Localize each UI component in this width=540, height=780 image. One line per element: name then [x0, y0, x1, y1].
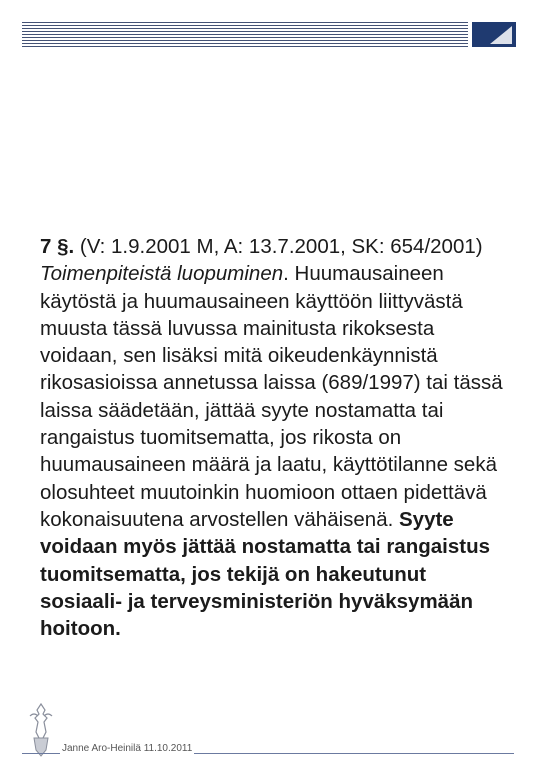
section-meta: (V: 1.9.2001 M, A: 13.7.2001, SK: 654/2001): [74, 235, 483, 258]
paragraph-regular-text: Huumausaineen käytöstä ja huumausaineen käyttöön liittyvästä muusta tässä luvussa mainitusta rikoksesta voidaan, sen lisäksi mitä oikeudenkäynnistä rikosasioissa annetussa laissa (689/1997) tai tässä laissa säädetään, jättää syyte nostamatta tai rangaistus tuomitsematta, jos rikosta on huumausaineen määrä ja laatu, käyttötilanne sekä olosuhteet muutoinkin huomioon ottaen pidettävä kokonaisuutena arvostellen vähäisenä.: [40, 262, 503, 531]
paragraph-bold-text: Syyte voidaan myös jättää nostamatta tai rangaistus tuomitsematta, jos tekijä on hakeutunut sosiaali- ja terveysministeriön hyväksymään hoitoon.: [40, 507, 490, 641]
section-title-end: .: [283, 262, 289, 286]
legal-paragraph: [40, 233, 510, 642]
diagonal-arrow-icon: [472, 22, 516, 47]
header-corner-box: [472, 22, 516, 47]
footer-author-date: Janne Aro-Heinilä 11.10.2011: [62, 743, 193, 754]
section-title: Toimenpiteistä luopuminen: [40, 262, 284, 286]
header-stripes: [22, 22, 468, 47]
section-number: 7 §.: [40, 235, 75, 258]
coat-of-arms-icon: [24, 702, 58, 758]
